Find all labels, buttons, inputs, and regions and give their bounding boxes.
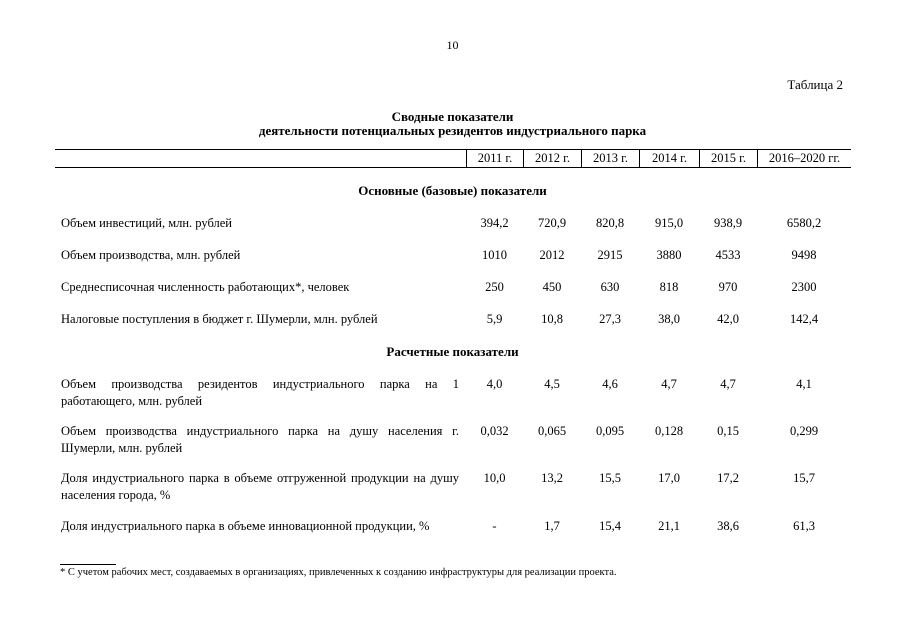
cell-2012: 720,9 (537, 216, 567, 230)
title-line-1: Сводные показатели (391, 109, 514, 124)
cell-2014: 21,1 (658, 519, 680, 533)
cell-2012: 13,2 (541, 471, 563, 485)
row-label: Доля индустриального парка в объеме инновационной продукции, % (61, 519, 430, 533)
cell-2016-2020: 15,7 (793, 471, 815, 485)
cell-2013: 27,3 (599, 312, 621, 326)
section-calc: Расчетные показатели (386, 344, 519, 359)
cell-2011: 5,9 (486, 312, 503, 326)
cell-2013: 630 (600, 280, 620, 294)
cell-2014: 17,0 (658, 471, 680, 485)
cell-2012: 10,8 (541, 312, 563, 326)
cell-2015: 17,2 (717, 471, 739, 485)
cell-2015: 970 (718, 280, 738, 294)
cell-2012: 0,065 (537, 424, 567, 438)
cell-2015: 0,15 (717, 424, 739, 438)
cell-2012: 450 (542, 280, 562, 294)
table-label: Таблица 2 (787, 77, 843, 92)
page-number: 10 (446, 38, 459, 52)
cell-2014: 818 (659, 280, 679, 294)
cell-2016-2020: 61,3 (793, 519, 815, 533)
cell-2014: 0,128 (654, 424, 684, 438)
cell-2016-2020: 6580,2 (786, 216, 822, 230)
header-2014: 2014 г. (639, 150, 699, 167)
cell-2016-2020: 2300 (791, 280, 817, 294)
table-title (0, 110, 905, 138)
cell-2015: 4533 (715, 248, 741, 262)
cell-2012: 4,5 (544, 377, 560, 391)
cell-2015: 42,0 (717, 312, 739, 326)
header-2015: 2015 г. (699, 150, 757, 167)
footnote: * С учетом рабочих мест, создаваемых в организациях, привлеченных к созданию инфраструктуры для реализации проекта. (60, 567, 617, 578)
cell-2016-2020: 0,299 (789, 424, 819, 438)
header-2013: 2013 г. (581, 150, 639, 167)
row-label: Среднесписочная численность работающих*, человек (61, 280, 350, 294)
row-label: Объем инвестиций, млн. рублей (61, 216, 232, 230)
title-line-2: деятельности потенциальных резидентов индустриального парка (258, 123, 647, 138)
section-basic: Основные (базовые) показатели (358, 183, 547, 198)
cell-2013: 15,4 (599, 519, 621, 533)
cell-2015: 38,6 (717, 519, 739, 533)
cell-2016-2020: 142,4 (789, 312, 819, 326)
cell-2013: 820,8 (595, 216, 625, 230)
cell-2011: 0,032 (480, 424, 509, 438)
cell-2011: 394,2 (480, 216, 509, 230)
cell-2011: 10,0 (483, 471, 506, 485)
cell-2016-2020: 4,1 (796, 377, 812, 391)
row-label: Объем производства резидентов индустриального парка на 1 работающего, млн. рублей (61, 377, 459, 408)
cell-2012: 2012 (539, 248, 565, 262)
header-2011: 2011 г. (466, 150, 523, 167)
cell-2014: 4,7 (661, 377, 677, 391)
row-label: Объем производства, млн. рублей (61, 248, 241, 262)
header-2012: 2012 г. (523, 150, 581, 167)
table-header (55, 149, 851, 168)
cell-2015: 4,7 (720, 377, 736, 391)
cell-2015: 938,9 (713, 216, 743, 230)
cell-2011: - (492, 519, 497, 533)
row-label: Доля индустриального парка в объеме отгруженной продукции на душу населения города, % (61, 471, 459, 502)
cell-2013: 15,5 (599, 471, 621, 485)
row-label: Налоговые поступления в бюджет г. Шумерли, млн. рублей (61, 312, 378, 326)
summary-table (55, 149, 851, 168)
cell-2014: 915,0 (654, 216, 684, 230)
footnote-separator (60, 564, 116, 565)
cell-2013: 2915 (597, 248, 623, 262)
header-2016-2020: 2016–2020 гг. (757, 150, 851, 167)
row-label: Объем производства индустриального парка на душу населения г. Шумерли, млн. рублей (61, 424, 459, 455)
cell-2012: 1,7 (544, 519, 560, 533)
cell-2013: 4,6 (602, 377, 618, 391)
cell-2016-2020: 9498 (791, 248, 817, 262)
cell-2011: 4,0 (486, 377, 503, 391)
cell-2013: 0,095 (595, 424, 625, 438)
cell-2011: 1010 (482, 248, 507, 262)
cell-2014: 3880 (656, 248, 682, 262)
cell-2011: 250 (485, 280, 504, 294)
cell-2014: 38,0 (658, 312, 680, 326)
